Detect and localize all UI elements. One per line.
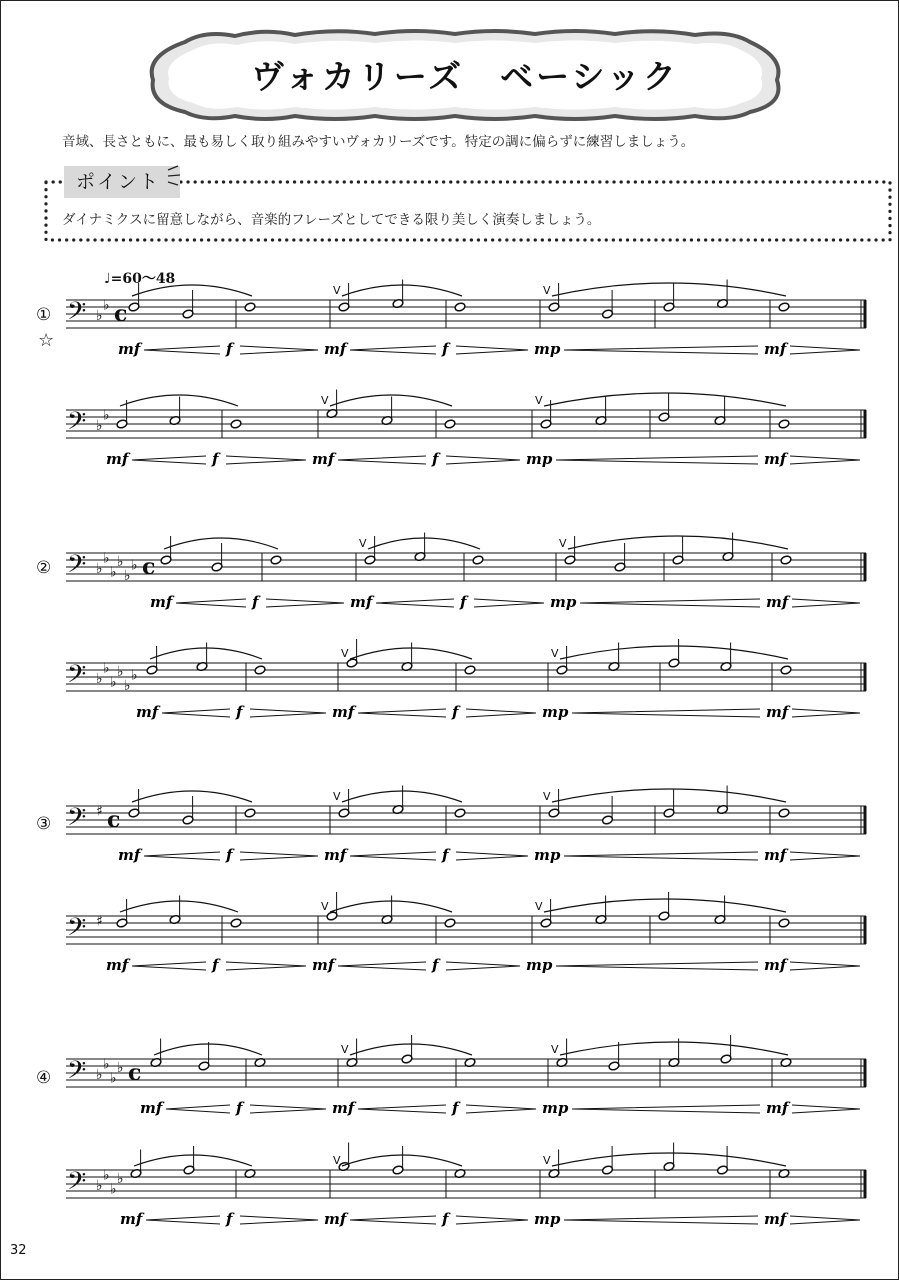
key-signature-accidental: ♭ [103,407,110,424]
dynamic-marking: f [226,340,233,358]
phrase-slur [330,395,452,406]
diminuendo-hairpin [456,1216,528,1224]
dynamic-marking: mf [140,1099,163,1117]
dynamic-marking: f [432,956,439,974]
phrase-slur [552,283,786,296]
phrase-slur [120,395,238,406]
diminuendo-hairpin [226,456,306,464]
key-signature-accidental: ♭ [131,557,138,574]
exercise-number-1: ① [36,305,52,325]
diminuendo-hairpin [266,599,344,607]
phrase-slur [132,285,252,296]
dynamic-marking: mf [106,956,129,974]
phrase-slur [552,789,786,802]
diminuendo-hairpin [790,852,860,860]
dynamic-marking: mf [332,1099,355,1117]
dynamic-marking: mp [526,956,553,974]
dynamic-marking: f [460,593,467,611]
phrase-slur [120,901,238,912]
breath-mark: V [543,284,551,297]
dynamic-marking: mf [332,703,355,721]
key-signature-accidental: ♭ [117,554,124,570]
half-note-head [454,302,466,312]
dynamic-marking: mf [764,956,787,974]
crescendo-hairpin [564,852,758,860]
dynamic-marking: mp [534,340,561,358]
page-title: ヴォカリーズ ベーシック [251,57,679,96]
dynamic-marking: mf [766,703,789,721]
breath-mark: V [559,537,567,550]
common-time-signature: c [114,301,128,327]
diminuendo-hairpin [792,709,860,717]
half-note-head [270,555,282,565]
diminuendo-hairpin [790,346,860,354]
key-signature-accidental: ♭ [110,564,117,581]
crescendo-hairpin [144,852,220,860]
crescendo-hairpin [144,346,220,354]
dynamic-marking: mf [766,1099,789,1117]
dynamic-marking: mf [766,593,789,611]
dynamic-marking: mf [136,703,159,721]
bass-clef-icon: 𝄢 [67,1167,87,1202]
breath-mark: V [321,394,329,407]
phrase-slur [350,1044,472,1055]
key-signature-accidental: ♭ [103,660,110,677]
dynamic-marking: f [212,450,219,468]
exercise-number-2: ② [36,558,52,578]
diminuendo-hairpin [456,346,528,354]
dynamic-marking: mf [312,450,335,468]
dynamic-marking: f [442,1210,449,1228]
page-number: 32 [10,1243,27,1258]
diminuendo-hairpin [240,346,318,354]
phrase-slur [560,646,788,659]
dynamic-marking: mf [764,340,787,358]
breath-mark: V [551,1043,559,1056]
dynamic-marking: mf [312,956,335,974]
bass-clef-icon: 𝄢 [67,550,87,585]
phrase-slur [544,899,786,912]
bass-clef-icon: 𝄢 [67,913,87,948]
crescendo-hairpin [358,1105,446,1113]
star-icon: ☆ [38,330,55,351]
key-signature-accidental: ♭ [103,550,110,567]
crescendo-hairpin [338,456,426,464]
dynamic-marking: mf [764,846,787,864]
half-note-head [778,918,790,928]
key-signature-accidental: ♭ [131,667,138,684]
dynamic-marking: f [442,340,449,358]
dynamic-marking: mf [106,450,129,468]
breath-mark: V [341,1043,349,1056]
diminuendo-hairpin [226,962,306,970]
diminuendo-hairpin [790,962,860,970]
half-note-head [244,808,256,818]
breath-mark: V [333,1154,341,1167]
phrase-slur [150,648,262,659]
key-signature-accidental: ♭ [117,1060,124,1076]
dynamic-marking: f [452,1099,459,1117]
key-signature-accidental: ♭ [124,678,131,694]
dynamic-marking: mf [150,593,173,611]
phrase-slur [134,1155,252,1166]
dynamic-marking: f [432,450,439,468]
breath-mark: V [543,790,551,803]
key-signature-accidental: ♭ [103,1056,110,1073]
half-note-head [254,665,266,675]
dynamic-marking: mp [542,1099,569,1117]
diminuendo-hairpin [790,1216,860,1224]
diminuendo-hairpin [446,456,520,464]
diminuendo-hairpin [446,962,520,970]
diminuendo-hairpin [790,456,860,464]
phrase-slur [330,901,452,912]
dynamic-marking: f [252,593,259,611]
diminuendo-hairpin [250,1105,326,1113]
dynamic-marking: f [236,1099,243,1117]
breath-mark: V [535,900,543,913]
dynamic-marking: mf [118,846,141,864]
half-note-head [472,555,484,565]
bass-clef-icon: 𝄢 [67,297,87,332]
crescendo-hairpin [338,962,426,970]
dynamic-marking: mp [526,450,553,468]
half-note-head [444,419,456,429]
key-signature-accidental: ♭ [110,674,117,691]
crescendo-hairpin [572,1105,760,1113]
half-note-head [778,808,790,818]
crescendo-hairpin [176,599,246,607]
diminuendo-hairpin [240,852,318,860]
crescendo-hairpin [350,346,436,354]
dynamic-marking: f [442,846,449,864]
half-note-head [778,419,790,429]
exercise-number-4: ④ [36,1068,52,1088]
dynamic-marking: mf [764,1210,787,1228]
key-signature-accidental: ♭ [103,1167,110,1184]
dynamic-marking: mp [550,593,577,611]
crescendo-hairpin [146,1216,220,1224]
crescendo-hairpin [132,962,206,970]
dynamic-marking: f [212,956,219,974]
half-note-head [454,808,466,818]
phrase-slur [368,538,480,549]
breath-mark: V [341,647,349,660]
bass-clef-icon: 𝄢 [67,803,87,838]
key-signature-accidental: ♭ [96,671,103,687]
key-signature-accidental: ♯ [96,913,103,930]
half-note-head [780,665,792,675]
key-signature-accidental: ♭ [110,1181,117,1198]
key-signature-accidental: ♭ [96,308,103,324]
key-signature-accidental: ♭ [117,1171,124,1187]
phrase-slur [154,1044,262,1055]
bass-clef-icon: 𝄢 [67,407,87,442]
half-note-head [230,918,242,928]
breath-mark: V [535,394,543,407]
phrase-slur [350,648,472,659]
crescendo-hairpin [572,709,760,717]
dynamic-marking: f [226,846,233,864]
half-note-head [464,665,476,675]
common-time-signature: c [107,807,121,833]
dynamic-marking: mf [324,1210,347,1228]
crescendo-hairpin [162,709,230,717]
half-note-head [780,555,792,565]
key-signature-accidental: ♭ [117,664,124,680]
phrase-slur [164,538,278,549]
crescendo-hairpin [350,852,436,860]
key-signature-accidental: ♭ [103,297,110,314]
dynamic-marking: mf [764,450,787,468]
key-signature-accidental: ♯ [96,803,103,820]
common-time-signature: c [128,1060,142,1086]
diminuendo-hairpin [250,709,326,717]
breath-mark: V [321,900,329,913]
phrase-slur [560,1042,788,1055]
dynamic-marking: mf [118,340,141,358]
phrase-slur [544,393,786,406]
dynamic-marking: mf [350,593,373,611]
breath-mark: V [543,1154,551,1167]
dynamic-marking: mp [534,1210,561,1228]
bass-clef-icon: 𝄢 [67,660,87,695]
dynamic-marking: mf [324,340,347,358]
tempo-marking: ♩=60〜48 [104,271,176,287]
dynamic-marking: mp [534,846,561,864]
point-text: ダイナミクスに留意しながら、音楽的フレーズとしてできる限り美しく演奏しましょう。 [62,212,601,228]
crescendo-hairpin [132,456,206,464]
key-signature-accidental: ♭ [96,1067,103,1083]
diminuendo-hairpin [466,1105,536,1113]
dynamic-marking: mp [542,703,569,721]
diminuendo-hairpin [792,599,860,607]
half-note-head [444,918,456,928]
phrase-slur [342,285,462,296]
crescendo-hairpin [556,456,758,464]
key-signature-accidental: ♭ [110,1070,117,1087]
dynamic-marking: f [236,703,243,721]
crescendo-hairpin [564,346,758,354]
point-label: ポイント [64,166,180,198]
common-time-signature: c [142,554,156,580]
dynamic-marking: f [226,1210,233,1228]
crescendo-hairpin [166,1105,230,1113]
diminuendo-hairpin [466,709,536,717]
crescendo-hairpin [376,599,454,607]
crescendo-hairpin [580,599,760,607]
diminuendo-hairpin [456,852,528,860]
crescendo-hairpin [350,1216,436,1224]
half-note-head [778,302,790,312]
phrase-slur [342,1155,462,1166]
crescendo-hairpin [564,1216,758,1224]
key-signature-accidental: ♭ [96,418,103,434]
diminuendo-hairpin [792,1105,860,1113]
key-signature-accidental: ♭ [96,561,103,577]
crescendo-hairpin [358,709,446,717]
half-note-head [244,302,256,312]
phrase-slur [342,791,462,802]
bass-clef-icon: 𝄢 [67,1056,87,1091]
diminuendo-hairpin [240,1216,318,1224]
dynamic-marking: f [452,703,459,721]
dynamic-marking: mf [324,846,347,864]
phrase-slur [568,536,788,549]
breath-mark: V [333,790,341,803]
breath-mark: V [551,647,559,660]
key-signature-accidental: ♭ [96,1178,103,1194]
phrase-slur [132,791,252,802]
exercise-number-3: ③ [36,814,52,834]
diminuendo-hairpin [474,599,544,607]
breath-mark: V [333,284,341,297]
key-signature-accidental: ♭ [124,568,131,584]
dynamic-marking: mf [120,1210,143,1228]
breath-mark: V [359,537,367,550]
intro-text: 音域、長さともに、最も易しく取り組みやすいヴォカリーズです。特定の調に偏らずに練習しましょう。 [62,134,695,150]
half-note-head [230,419,242,429]
crescendo-hairpin [556,962,758,970]
